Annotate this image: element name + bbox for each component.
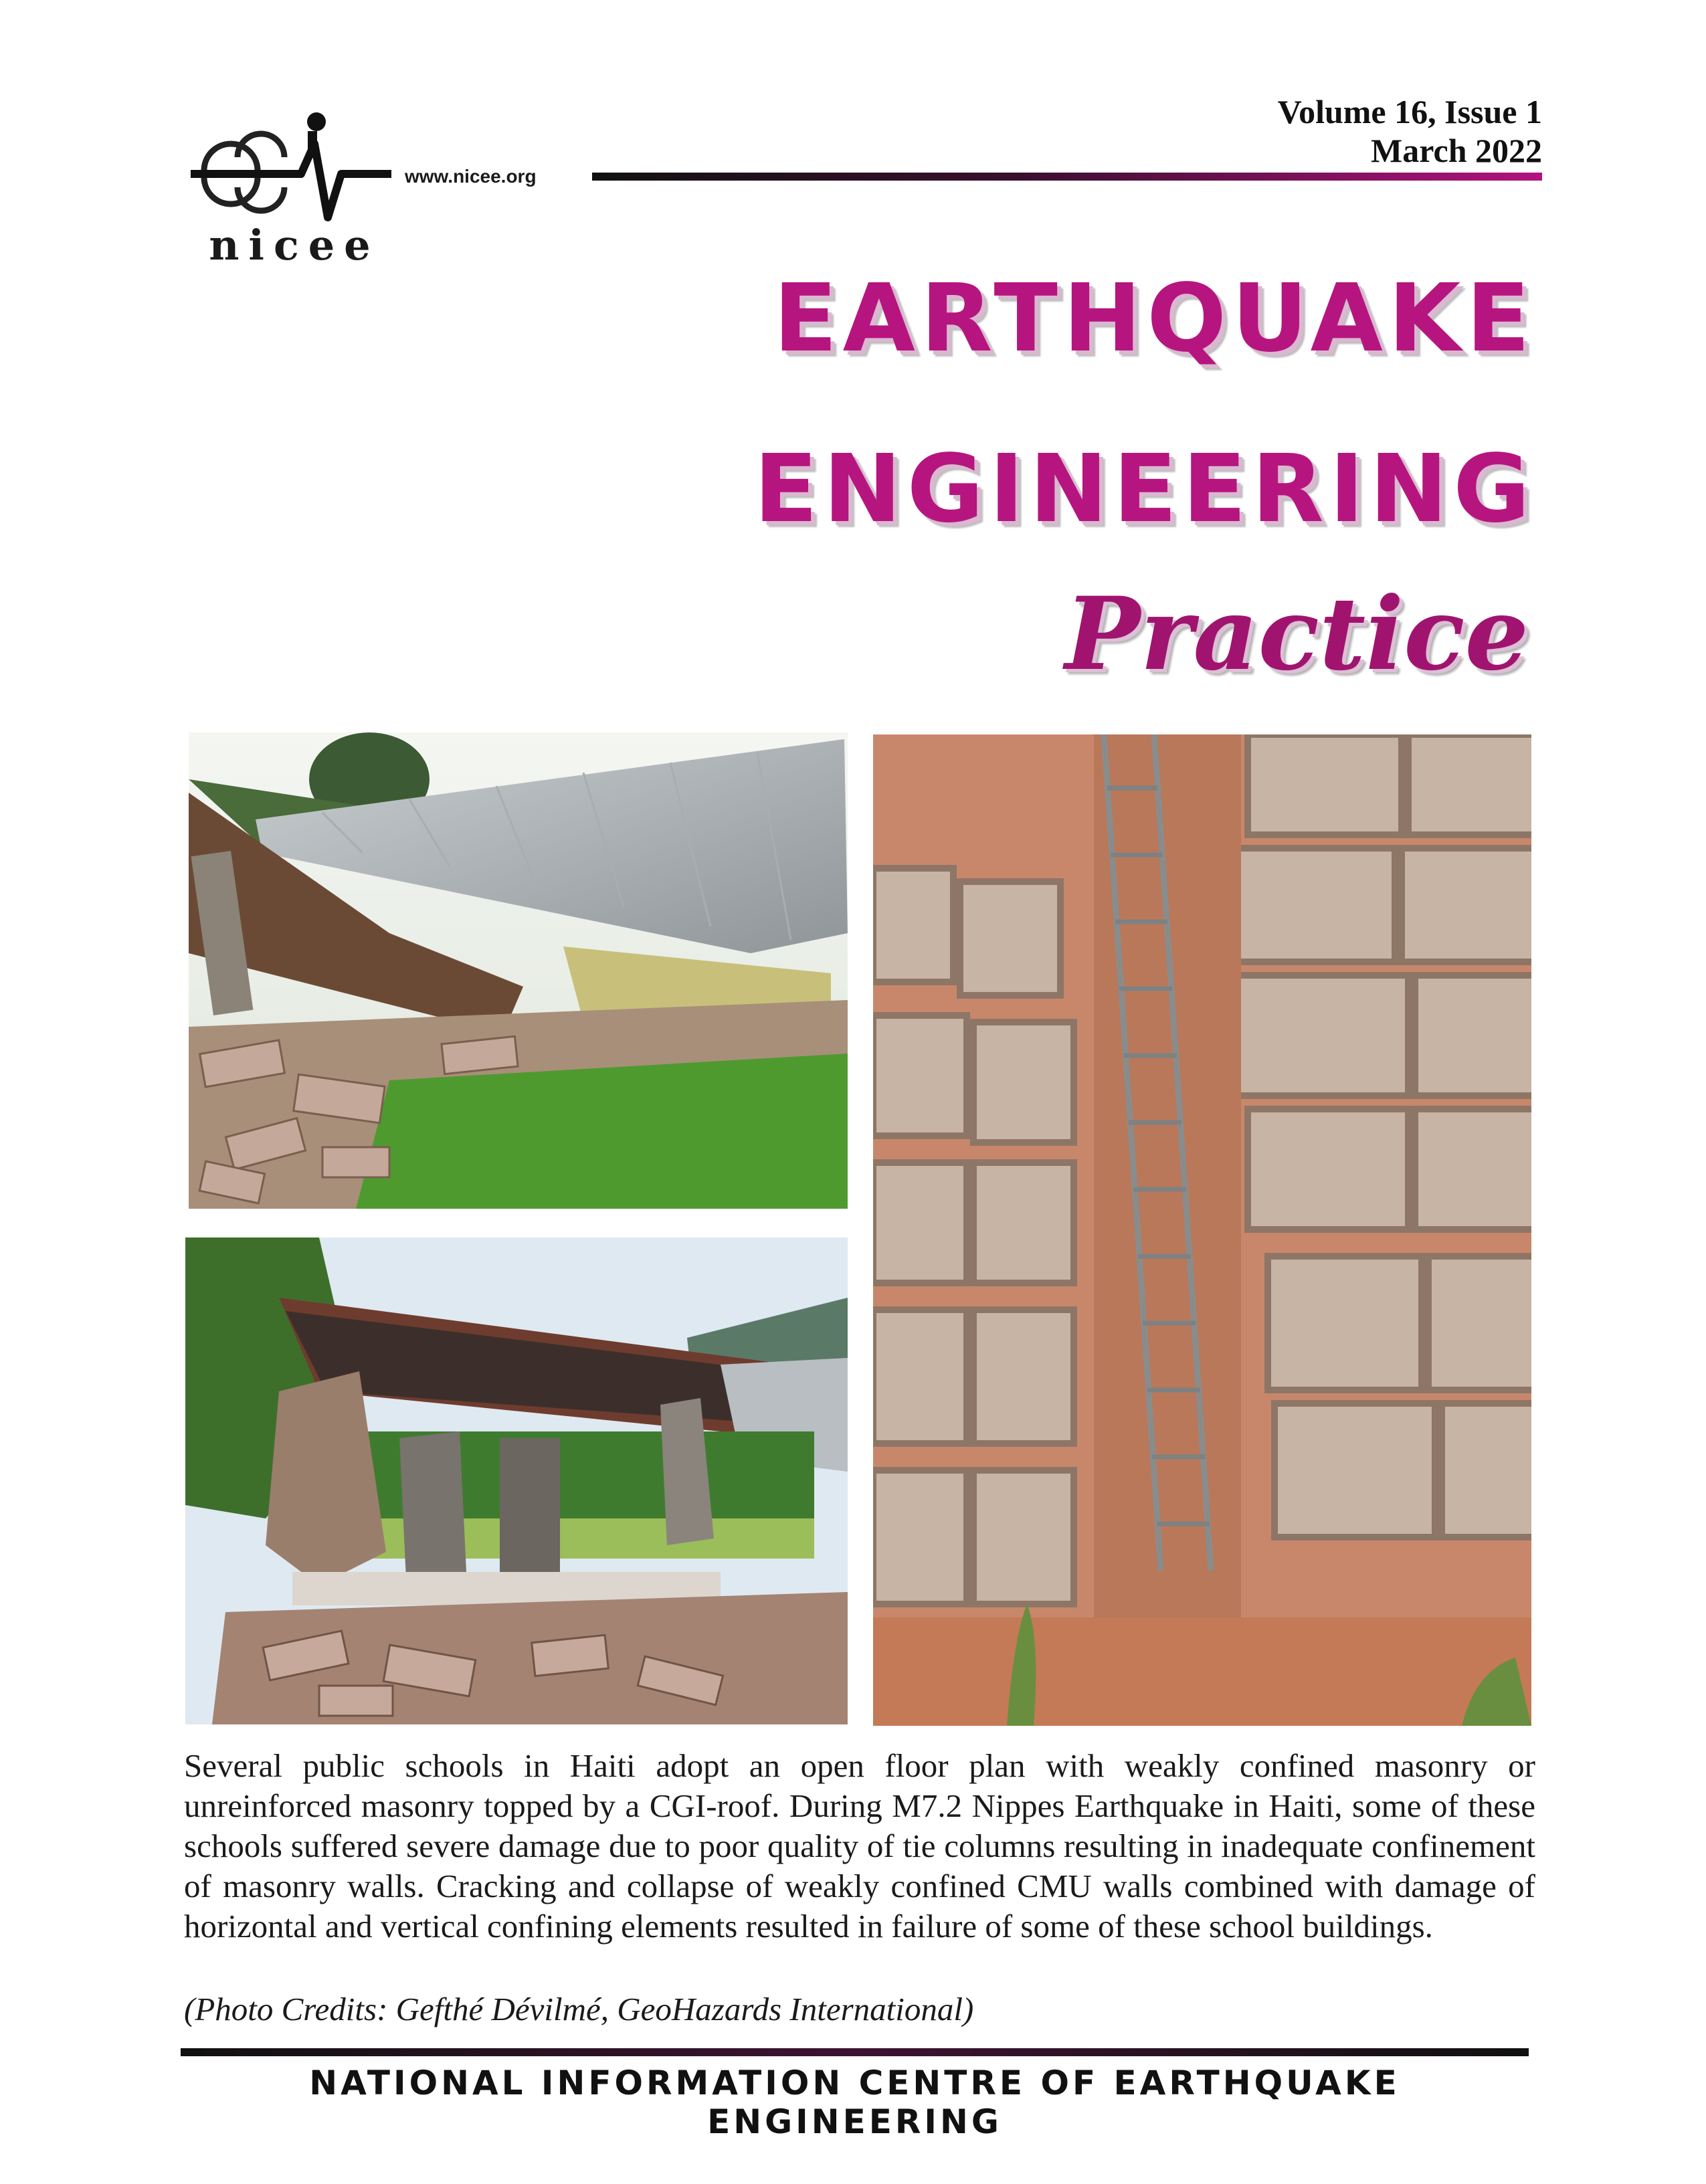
photo-collapsed-school-roof bbox=[189, 732, 848, 1209]
cover-caption: Several public schools in Haiti adopt an open floor plan with weakly confined masonry or unreinforced masonry topped by a CGI-roof. During M7.2 Nippes Earthquake in Haiti, some of these schools suffered severe damage due to poor quality of tie columns resulting in inadequate confinement of masonry walls. Cracking and collapse of weakly confined CMU walls combined with damage of horizontal and vertical confining elements resulted in failure of some of these school buildings. bbox=[184, 1747, 1535, 1945]
footer-organization: NATIONAL INFORMATION CENTRE OF EARTHQUAKE ENGINEERING bbox=[309, 2064, 1400, 2141]
title-practice: Practice bbox=[1064, 575, 1529, 693]
title-engineering: ENGINEERING bbox=[753, 435, 1535, 544]
footer-rule bbox=[181, 2048, 1529, 2056]
header-rule bbox=[592, 173, 1542, 181]
title-earthquake: EARTHQUAKE bbox=[773, 264, 1535, 373]
seismograph-logo-icon bbox=[191, 107, 391, 234]
logo-wordmark: nicee bbox=[209, 221, 380, 270]
photo-masonry-wall-rebar bbox=[873, 734, 1531, 1726]
volume-issue: Volume 16, Issue 1 bbox=[1277, 93, 1542, 130]
photo-credits: (Photo Credits: Gefthé Dévilmé, GeoHazards International) bbox=[184, 1991, 974, 2027]
photo-school-collapsed-walls bbox=[185, 1237, 848, 1724]
issue-date: March 2022 bbox=[1371, 132, 1542, 169]
site-url[interactable]: www.nicee.org bbox=[405, 166, 537, 187]
